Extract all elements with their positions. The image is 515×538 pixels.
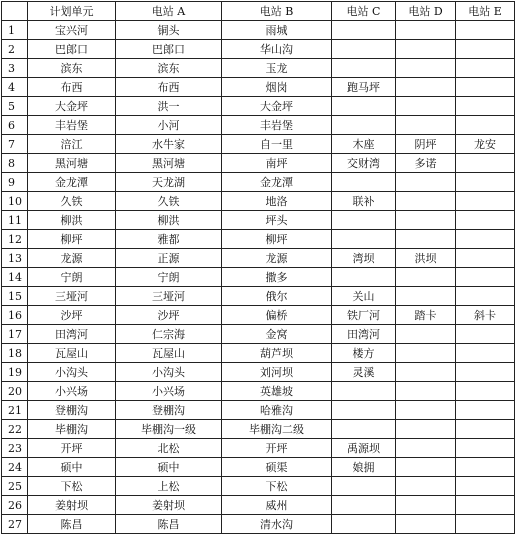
plan-unit-cell: 宝兴河 <box>28 21 116 40</box>
station-d-cell <box>396 515 456 534</box>
station-b-cell: 俄尔 <box>222 287 332 306</box>
station-d-cell <box>396 382 456 401</box>
station-c-cell <box>332 268 396 287</box>
station-a-cell: 洪一 <box>116 97 222 116</box>
station-a-cell: 登棚沟 <box>116 401 222 420</box>
table-row <box>2 344 515 363</box>
row-index: 12 <box>2 230 28 249</box>
row-index: 11 <box>2 211 28 230</box>
plan-unit-cell: 滨东 <box>28 59 116 78</box>
station-e-cell <box>456 439 515 458</box>
row-index: 19 <box>2 363 28 382</box>
station-d-cell <box>396 287 456 306</box>
table-row <box>2 477 515 496</box>
table-row <box>2 40 515 59</box>
row-index: 17 <box>2 325 28 344</box>
station-c-cell <box>332 97 396 116</box>
plan-unit-cell: 硕中 <box>28 458 116 477</box>
station-d-cell <box>396 78 456 97</box>
station-e-cell <box>456 21 515 40</box>
station-c-cell: 灵溪 <box>332 363 396 382</box>
station-d-cell <box>396 211 456 230</box>
station-e-cell <box>456 477 515 496</box>
table-row <box>2 192 515 211</box>
station-e-cell <box>456 458 515 477</box>
row-index: 13 <box>2 249 28 268</box>
station-e-cell <box>456 325 515 344</box>
station-b-cell: 硕渠 <box>222 458 332 477</box>
station-a-cell: 毕棚沟一级 <box>116 420 222 439</box>
row-index: 23 <box>2 439 28 458</box>
station-a-cell: 沙坪 <box>116 306 222 325</box>
station-e-cell <box>456 173 515 192</box>
plan-unit-cell: 姜射坝 <box>28 496 116 515</box>
row-index: 27 <box>2 515 28 534</box>
station-d-cell <box>396 21 456 40</box>
station-c-cell <box>332 173 396 192</box>
plan-unit-cell: 大金坪 <box>28 97 116 116</box>
station-d-cell <box>396 439 456 458</box>
station-a-cell: 陈昌 <box>116 515 222 534</box>
station-c-cell: 跑马坪 <box>332 78 396 97</box>
station-c-cell <box>332 515 396 534</box>
station-e-cell <box>456 401 515 420</box>
station-b-cell: 地洛 <box>222 192 332 211</box>
table-row <box>2 382 515 401</box>
station-c-cell: 木座 <box>332 135 396 154</box>
station-d-cell: 多诺 <box>396 154 456 173</box>
table-row <box>2 268 515 287</box>
table-row <box>2 515 515 534</box>
station-a-cell: 天龙湖 <box>116 173 222 192</box>
station-b-cell: 偏桥 <box>222 306 332 325</box>
station-a-cell: 久铁 <box>116 192 222 211</box>
station-c-cell: 铁厂河 <box>332 306 396 325</box>
station-e-cell: 龙安 <box>456 135 515 154</box>
plan-unit-cell: 小兴场 <box>28 382 116 401</box>
table-row <box>2 59 515 78</box>
station-e-header: 电站 E <box>456 2 515 21</box>
plan-unit-cell: 登棚沟 <box>28 401 116 420</box>
station-a-cell: 瓦屋山 <box>116 344 222 363</box>
station-a-cell: 铜头 <box>116 21 222 40</box>
station-c-cell: 湾坝 <box>332 249 396 268</box>
station-c-cell <box>332 230 396 249</box>
table-row <box>2 401 515 420</box>
station-d-cell <box>396 97 456 116</box>
station-b-cell: 威州 <box>222 496 332 515</box>
table-row <box>2 287 515 306</box>
plan-unit-cell: 龙源 <box>28 249 116 268</box>
plan-unit-cell: 三垭河 <box>28 287 116 306</box>
table-row <box>2 325 515 344</box>
row-index: 14 <box>2 268 28 287</box>
station-d-cell: 踏卡 <box>396 306 456 325</box>
plan-unit-cell: 涪江 <box>28 135 116 154</box>
station-e-cell <box>456 230 515 249</box>
station-e-cell <box>456 249 515 268</box>
station-e-cell <box>456 496 515 515</box>
station-b-cell: 刘河坝 <box>222 363 332 382</box>
plan-unit-cell: 黑河塘 <box>28 154 116 173</box>
station-c-cell <box>332 477 396 496</box>
row-index: 2 <box>2 40 28 59</box>
station-b-cell: 烟岗 <box>222 78 332 97</box>
plan-unit-cell: 丰岩堡 <box>28 116 116 135</box>
station-e-cell <box>456 382 515 401</box>
row-index: 26 <box>2 496 28 515</box>
station-d-cell <box>396 173 456 192</box>
table-row <box>2 21 515 40</box>
station-e-cell <box>456 515 515 534</box>
plan-unit-cell: 宁朗 <box>28 268 116 287</box>
table-row <box>2 135 515 154</box>
station-b-cell: 龙源 <box>222 249 332 268</box>
plan-unit-cell: 沙坪 <box>28 306 116 325</box>
row-index: 9 <box>2 173 28 192</box>
row-index: 16 <box>2 306 28 325</box>
table-row <box>2 173 515 192</box>
plan-unit-cell: 柳洪 <box>28 211 116 230</box>
row-index: 5 <box>2 97 28 116</box>
station-c-cell <box>332 21 396 40</box>
station-b-cell: 葫芦坝 <box>222 344 332 363</box>
station-c-cell <box>332 211 396 230</box>
station-d-cell <box>396 496 456 515</box>
station-a-cell: 柳洪 <box>116 211 222 230</box>
plan-unit-cell: 巴郎口 <box>28 40 116 59</box>
row-index: 8 <box>2 154 28 173</box>
station-c-cell <box>332 40 396 59</box>
station-a-cell: 硕中 <box>116 458 222 477</box>
station-e-cell <box>456 40 515 59</box>
row-index: 7 <box>2 135 28 154</box>
station-a-cell: 北松 <box>116 439 222 458</box>
row-index: 3 <box>2 59 28 78</box>
station-e-cell <box>456 116 515 135</box>
station-a-cell: 黑河塘 <box>116 154 222 173</box>
station-b-cell: 坪头 <box>222 211 332 230</box>
station-b-cell: 大金坪 <box>222 97 332 116</box>
station-b-cell: 下松 <box>222 477 332 496</box>
table-row <box>2 363 515 382</box>
station-a-cell: 滨东 <box>116 59 222 78</box>
station-e-cell <box>456 192 515 211</box>
row-index: 18 <box>2 344 28 363</box>
station-b-cell: 金龙潭 <box>222 173 332 192</box>
station-e-cell <box>456 154 515 173</box>
station-b-cell: 开坪 <box>222 439 332 458</box>
station-b-cell: 华山沟 <box>222 40 332 59</box>
station-d-cell <box>396 230 456 249</box>
station-e-cell <box>456 59 515 78</box>
station-d-cell <box>396 401 456 420</box>
row-index: 25 <box>2 477 28 496</box>
station-a-cell: 水牛家 <box>116 135 222 154</box>
station-c-cell: 关山 <box>332 287 396 306</box>
station-a-cell: 正源 <box>116 249 222 268</box>
station-a-cell: 小沟头 <box>116 363 222 382</box>
table-row <box>2 249 515 268</box>
station-b-cell: 自一里 <box>222 135 332 154</box>
station-b-cell: 玉龙 <box>222 59 332 78</box>
station-b-cell: 哈雅沟 <box>222 401 332 420</box>
station-e-cell <box>456 344 515 363</box>
plan-unit-cell: 布西 <box>28 78 116 97</box>
station-c-cell <box>332 496 396 515</box>
station-d-cell <box>396 192 456 211</box>
station-d-cell <box>396 268 456 287</box>
station-c-cell: 交财湾 <box>332 154 396 173</box>
plan-unit-station-table <box>1 1 515 534</box>
station-b-cell: 雨城 <box>222 21 332 40</box>
station-a-cell: 小河 <box>116 116 222 135</box>
table-row <box>2 230 515 249</box>
station-d-cell: 阴坪 <box>396 135 456 154</box>
station-b-cell: 撒多 <box>222 268 332 287</box>
plan-unit-cell: 毕棚沟 <box>28 420 116 439</box>
station-a-cell: 宁朗 <box>116 268 222 287</box>
station-b-cell: 金窝 <box>222 325 332 344</box>
plan-unit-cell: 金龙潭 <box>28 173 116 192</box>
station-d-cell <box>396 420 456 439</box>
station-e-cell <box>456 268 515 287</box>
station-a-cell: 三垭河 <box>116 287 222 306</box>
table-row <box>2 154 515 173</box>
plan-unit-cell: 陈昌 <box>28 515 116 534</box>
station-c-cell: 禹源坝 <box>332 439 396 458</box>
station-e-cell: 斜卡 <box>456 306 515 325</box>
row-index: 10 <box>2 192 28 211</box>
station-d-cell <box>396 40 456 59</box>
table-row <box>2 211 515 230</box>
plan-unit-cell: 久铁 <box>28 192 116 211</box>
table-row <box>2 306 515 325</box>
station-c-cell: 田湾河 <box>332 325 396 344</box>
station-c-cell <box>332 59 396 78</box>
table-row <box>2 439 515 458</box>
station-c-cell <box>332 382 396 401</box>
row-index: 20 <box>2 382 28 401</box>
station-b-cell: 柳坪 <box>222 230 332 249</box>
table-body <box>2 21 515 534</box>
station-c-cell <box>332 116 396 135</box>
station-e-cell <box>456 78 515 97</box>
index-header <box>2 2 28 21</box>
station-a-cell: 小兴场 <box>116 382 222 401</box>
station-a-header: 电站 A <box>116 2 222 21</box>
station-b-cell: 南坪 <box>222 154 332 173</box>
row-index: 1 <box>2 21 28 40</box>
station-d-cell <box>396 477 456 496</box>
station-c-cell <box>332 420 396 439</box>
plan-unit-cell: 开坪 <box>28 439 116 458</box>
station-d-header: 电站 D <box>396 2 456 21</box>
plan-unit-cell: 小沟头 <box>28 363 116 382</box>
station-d-cell <box>396 363 456 382</box>
station-a-cell: 布西 <box>116 78 222 97</box>
station-d-cell <box>396 344 456 363</box>
plan-unit-cell: 瓦屋山 <box>28 344 116 363</box>
station-b-cell: 毕棚沟二级 <box>222 420 332 439</box>
table-row <box>2 116 515 135</box>
station-e-cell <box>456 287 515 306</box>
station-c-cell: 娘拥 <box>332 458 396 477</box>
station-c-cell: 联补 <box>332 192 396 211</box>
station-a-cell: 雅都 <box>116 230 222 249</box>
row-index: 15 <box>2 287 28 306</box>
station-d-cell <box>396 59 456 78</box>
row-index: 4 <box>2 78 28 97</box>
plan-unit-header: 计划单元 <box>28 2 116 21</box>
table-row <box>2 496 515 515</box>
station-d-cell: 洪坝 <box>396 249 456 268</box>
station-a-cell: 巴郎口 <box>116 40 222 59</box>
table-row <box>2 458 515 477</box>
station-c-header: 电站 C <box>332 2 396 21</box>
station-e-cell <box>456 363 515 382</box>
plan-unit-cell: 田湾河 <box>28 325 116 344</box>
station-b-cell: 丰岩堡 <box>222 116 332 135</box>
station-d-cell <box>396 116 456 135</box>
row-index: 21 <box>2 401 28 420</box>
station-d-cell <box>396 325 456 344</box>
station-e-cell <box>456 211 515 230</box>
station-a-cell: 姜射坝 <box>116 496 222 515</box>
row-index: 24 <box>2 458 28 477</box>
station-b-cell: 清水沟 <box>222 515 332 534</box>
station-a-cell: 上松 <box>116 477 222 496</box>
station-c-cell: 楼方 <box>332 344 396 363</box>
table-row <box>2 97 515 116</box>
plan-unit-cell: 柳坪 <box>28 230 116 249</box>
row-index: 22 <box>2 420 28 439</box>
station-c-cell <box>332 401 396 420</box>
station-d-cell <box>396 458 456 477</box>
station-e-cell <box>456 420 515 439</box>
station-b-header: 电站 B <box>222 2 332 21</box>
station-e-cell <box>456 97 515 116</box>
station-a-cell: 仁宗海 <box>116 325 222 344</box>
header-row <box>2 2 515 21</box>
table-row <box>2 78 515 97</box>
station-b-cell: 英雄坡 <box>222 382 332 401</box>
table-row <box>2 420 515 439</box>
plan-unit-cell: 下松 <box>28 477 116 496</box>
row-index: 6 <box>2 116 28 135</box>
